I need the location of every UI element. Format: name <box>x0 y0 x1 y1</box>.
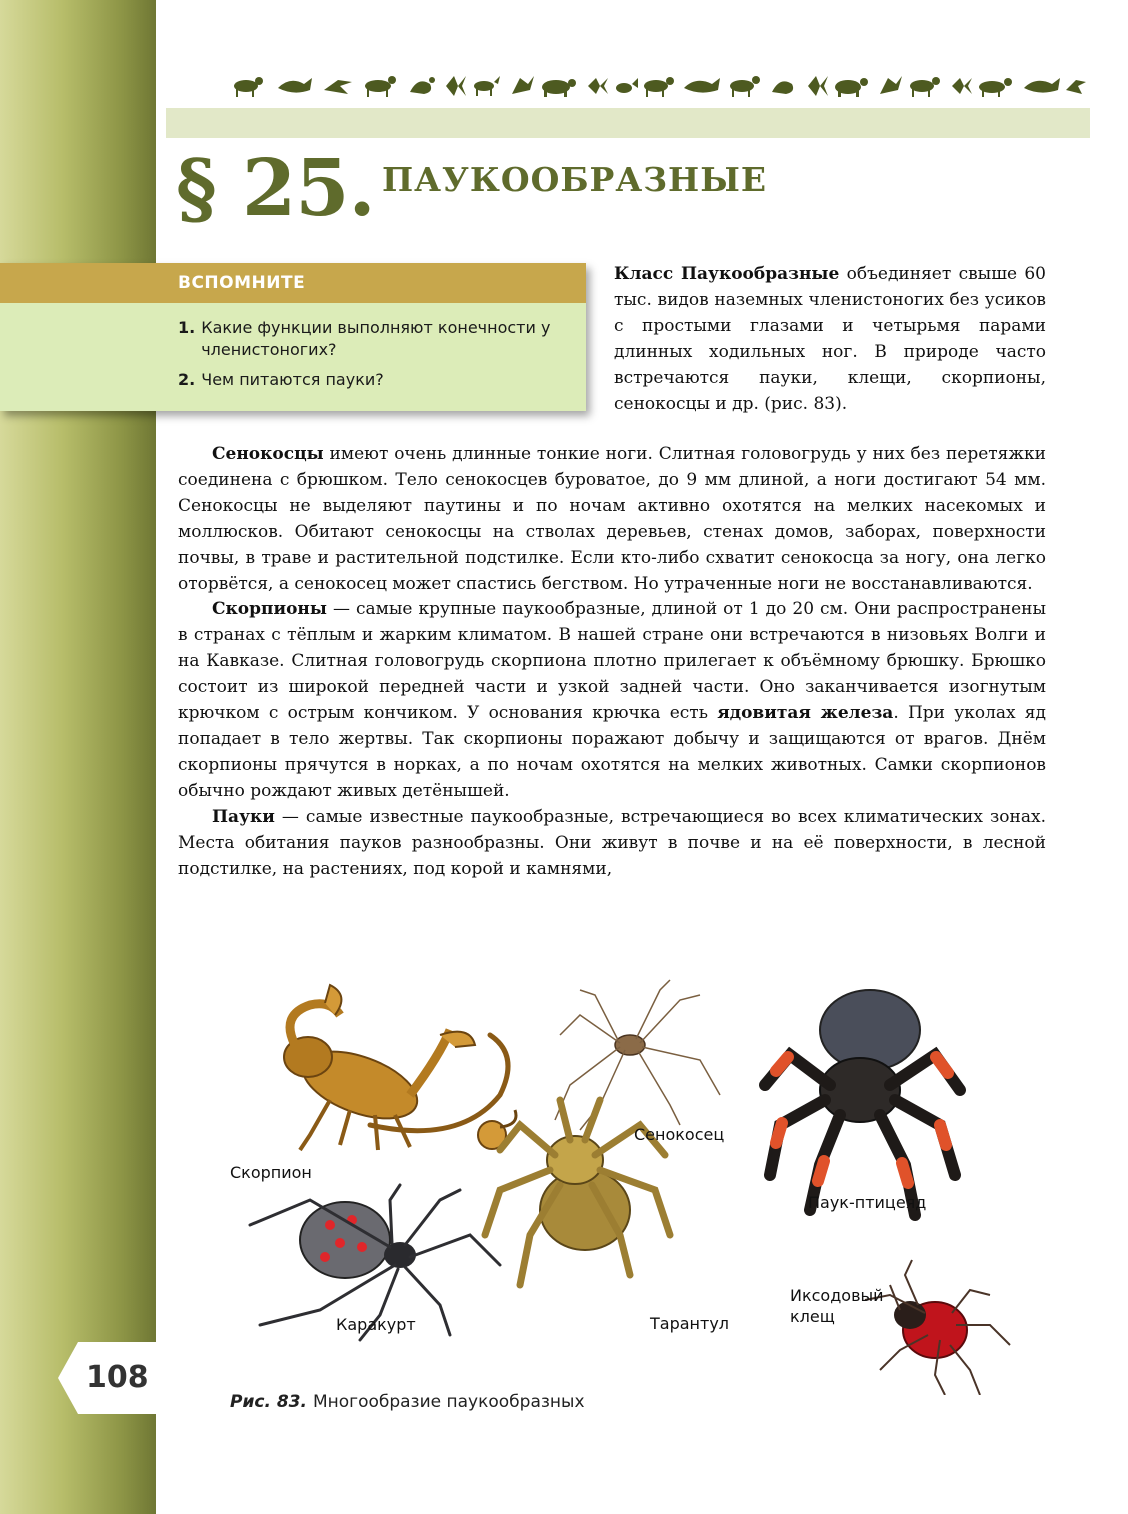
term-spiders: Пауки <box>212 806 275 827</box>
animal-silhouette-icon <box>616 78 638 93</box>
page-number: 108 <box>86 1360 149 1395</box>
label-tarantul: Тарантул <box>650 1314 730 1333</box>
recall-item-text: Какие функции выполняют конечности у членистоногих? <box>201 318 551 359</box>
animal-silhouette-icon <box>588 78 608 94</box>
animal-silhouette-icon <box>446 76 466 96</box>
animal-silhouette-icon <box>324 80 352 94</box>
animal-silhouette-icon <box>772 81 793 94</box>
recall-list <box>0 303 586 391</box>
label-karakurt: Каракурт <box>336 1315 416 1334</box>
paragraph-scorpions <box>178 597 1046 804</box>
animal-silhouette-icon <box>730 76 760 97</box>
animal-silhouette-icon <box>234 77 263 97</box>
caption-label: Рис. 83. <box>230 1392 307 1412</box>
recall-item-text: Чем питаются пауки? <box>201 370 384 389</box>
animal-silhouette-icon <box>835 78 868 97</box>
figure-caption <box>230 1392 585 1412</box>
label-scorpion: Скорпион <box>230 1163 312 1182</box>
paragraph-spiders <box>178 805 1046 883</box>
paragraph-text: . При уколах яд попадает в тело жертвы. Так скорпионы поражают добычу и защищаются от врагов. Днём скорпионы прячутся в норках, а по ночам охотятся на мелких животных. Самки скорпионов обычно рождают живых детёнышей. <box>178 703 1046 801</box>
recall-item <box>178 317 570 361</box>
bird-eating-spider-illustration <box>765 990 960 1215</box>
label-bird-eating-spider: Паук-птицеяд <box>808 1193 927 1212</box>
label-harvestman: Сенокосец <box>634 1125 725 1144</box>
recall-item-number: 2. <box>178 370 196 389</box>
animal-silhouette-icon <box>410 77 435 94</box>
animal-silhouette-icon <box>542 79 576 97</box>
ixodid-tick-illustration <box>865 1260 1010 1395</box>
recall-title: ВСПОМНИТЕ <box>0 263 586 303</box>
intro-text: объединяет свыше 60 тыс. видов наземных членистоногих без усиков с простыми глазами и четырьмя парами длинных ходильных ног. В природе часто встречаются пауки, клещи, скорпионы, сенокосцы и др. (рис. 83). <box>614 264 1046 414</box>
label-tick-line2: клещ <box>790 1307 835 1326</box>
paragraph-text: — самые известные паукообразные, встречающиеся во всех климатических зонах. Места обитания пауков разнообразны. Они живут в почве и на её поверхности, в лесной подстилке, на растениях, под корой и камнями, <box>178 806 1046 879</box>
caption-text: Многообразие паукообразных <box>312 1392 585 1412</box>
label-tick-line1: Иксодовый <box>790 1286 884 1305</box>
recall-box <box>0 263 586 411</box>
animal-silhouette-icon <box>1024 78 1060 93</box>
animal-silhouette-icon <box>880 76 902 94</box>
scorpion-illustration <box>284 985 516 1150</box>
section-title: ПАУКООБРАЗНЫЕ <box>382 160 768 199</box>
main-text <box>178 442 1046 882</box>
intro-term: Класс Паукообразные <box>614 264 840 284</box>
animal-silhouette-icon <box>684 78 720 93</box>
header-bar <box>166 108 1090 138</box>
harvestman-illustration <box>555 980 720 1130</box>
animal-silhouette-band <box>228 70 1090 102</box>
term-venom-gland: ядовитая железа <box>717 703 894 724</box>
left-margin-strip <box>0 0 156 1514</box>
animal-silhouette-icon <box>910 77 940 97</box>
term-scorpions: Скорпионы <box>212 599 327 620</box>
recall-item-number: 1. <box>178 318 196 337</box>
animal-silhouette-icon <box>278 78 312 93</box>
intro-paragraph <box>614 262 1046 417</box>
animal-silhouette-icon <box>979 78 1012 97</box>
animal-silhouette-icon <box>808 76 828 96</box>
paragraph-text: имеют очень длинные тонкие ноги. Слитная головогрудь у них без перетяжки соединена с брюшком. Тело сенокосцев буроватое, до 9 мм длиной, а ноги достигают 54 мм. Сенокосцы не выделяют паутины и по ночам активно охотятся на мелких насекомых и моллюсков. Обитают сенокосцы на стволах деревьев, стенах домов, заборах, поверхности почвы, в траве и растительной подстилке. Если кто-либо схватит сенокосца за ногу, она легко оторвётся, а сенокосец может спастись бегством. Но утраченные ноги не восстанавливаются. <box>178 444 1046 594</box>
paragraph-text: — самые крупные паукообразные, длиной от 1 до 20 см. Они распространены в странах с тёплым и жарким климатом. В нашей стране они встречаются в низовьях Волги и на Кавказе. Слитная головогрудь скорпиона плотно прилегает к объёмному брюшку. Брюшко состоит из широкой передней части и узкой задней части. Оно заканчивается изогнутым крючком с острым кончиком. У основания крючка есть <box>178 599 1046 724</box>
animal-silhouette-icon <box>952 78 972 94</box>
animal-silhouette-icon <box>1066 80 1086 94</box>
section-number: § 25. <box>176 143 375 234</box>
term-harvestmen: Сенокосцы <box>212 444 324 464</box>
animal-silhouette-icon <box>644 77 674 97</box>
animal-silhouette-icon <box>365 76 396 97</box>
paragraph-harvestmen <box>178 442 1046 597</box>
recall-item <box>178 369 570 391</box>
animal-silhouette-icon <box>512 76 534 94</box>
animal-silhouette-icon <box>474 76 500 96</box>
